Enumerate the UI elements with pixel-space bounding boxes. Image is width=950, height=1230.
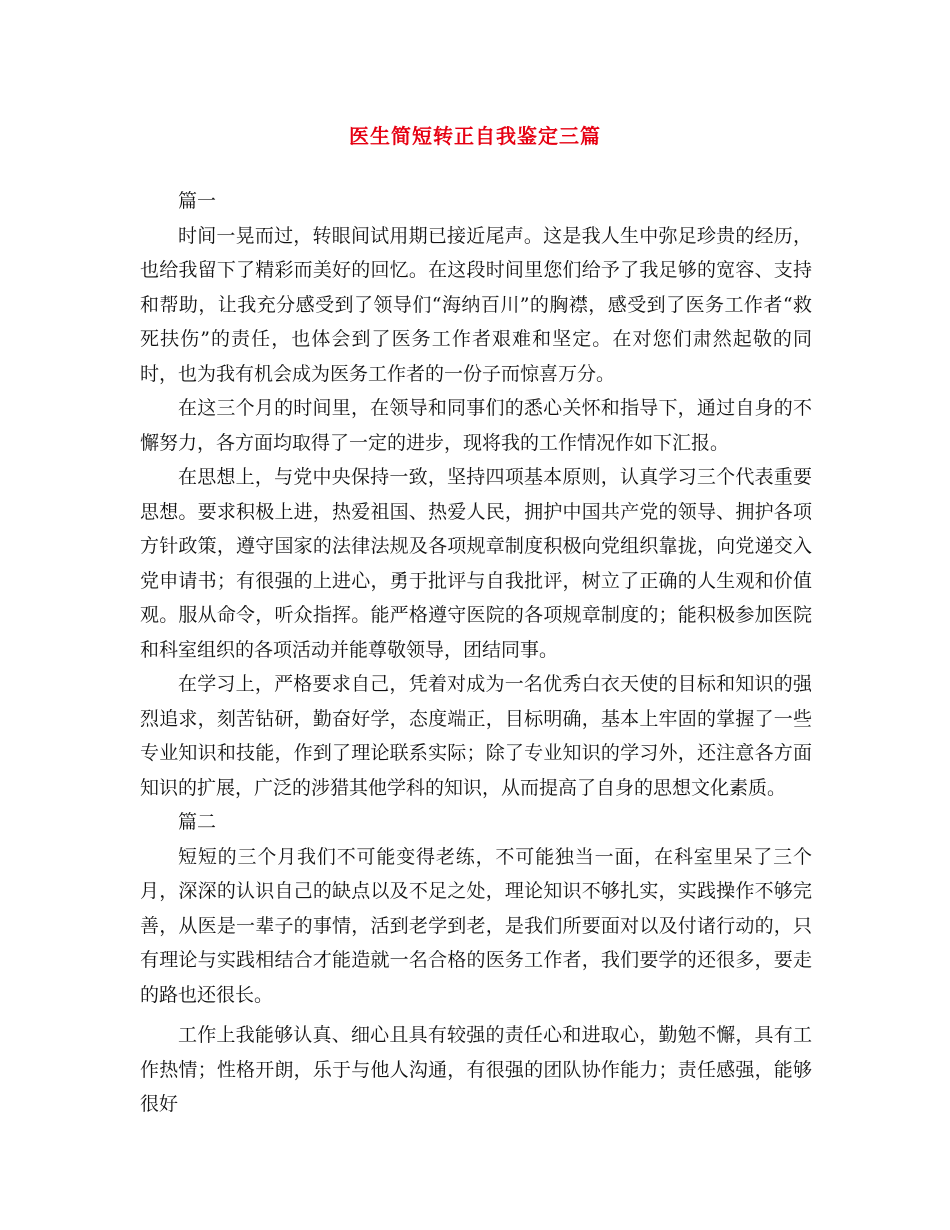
paragraph: 时间一晃而过，转眼间试用期已接近尾声。这是我人生中弥足珍贵的经历，也给我留下了精彩而美好的回忆。在这段时间里您们给予了我足够的宽容、支持和帮助，让我充分感受到了领导们“海纳百川”的胸襟，感受到了医务工作者“救死扶伤”的责任，也体会到了医务工作者艰难和坚定。在对您们肃然起敬的同时，也为我有机会成为医务工作者的一份子而惊喜万分。 — [140, 224, 812, 385]
document-title: 医生简短转正自我鉴定三篇 — [349, 124, 601, 148]
section-heading-1: 篇一 — [178, 190, 217, 212]
paragraph: 工作上我能够认真、细心且具有较强的责任心和进取心，勤勉不懈，具有工作热情；性格开朗，乐于与他人沟通，有很强的团队协作能力；责任感强，能够很好 — [140, 1024, 812, 1115]
paragraph: 短短的三个月我们不可能变得老练，不可能独当一面，在科室里呆了三个月，深深的认识自己的缺点以及不足之处，理论知识不够扎实，实践操作不够完善，从医是一辈子的事情，活到老学到老，是我们所要面对以及付诸行动的，只有理论与实践相结合才能造就一名合格的医务工作者，我们要学的还很多，要走的路也还很长。 — [140, 845, 812, 1006]
paragraph: 在学习上，严格要求自己，凭着对成为一名优秀白衣天使的目标和知识的强烈追求，刻苦钻研，勤奋好学，态度端正，目标明确，基本上牢固的掌握了一些专业知识和技能，作到了理论联系实际；除了专业知识的学习外，还注意各方面知识的扩展，广泛的涉猎其他学科的知识，从而提高了自身的思想文化素质。 — [140, 673, 812, 799]
section-heading-2: 篇二 — [178, 811, 217, 833]
paragraph: 在这三个月的时间里，在领导和同事们的悉心关怀和指导下，通过自身的不懈努力，各方面均取得了一定的进步，现将我的工作情况作如下汇报。 — [140, 397, 812, 454]
document-body — [140, 184, 812, 1122]
paragraph: 在思想上，与党中央保持一致，坚持四项基本原则，认真学习三个代表重要思想。要求积极上进，热爱祖国、热爱人民，拥护中国共产党的领导、拥护各项方针政策，遵守国家的法律法规及各项规章制度积极向党组织靠拢，向党递交入党申请书；有很强的上进心，勇于批评与自我批评，树立了正确的人生观和价值观。服从命令，听众指挥。能严格遵守医院的各项规章制度的；能积极参加医院和科室组织的各项活动并能尊敬领导，团结同事。 — [140, 466, 812, 661]
